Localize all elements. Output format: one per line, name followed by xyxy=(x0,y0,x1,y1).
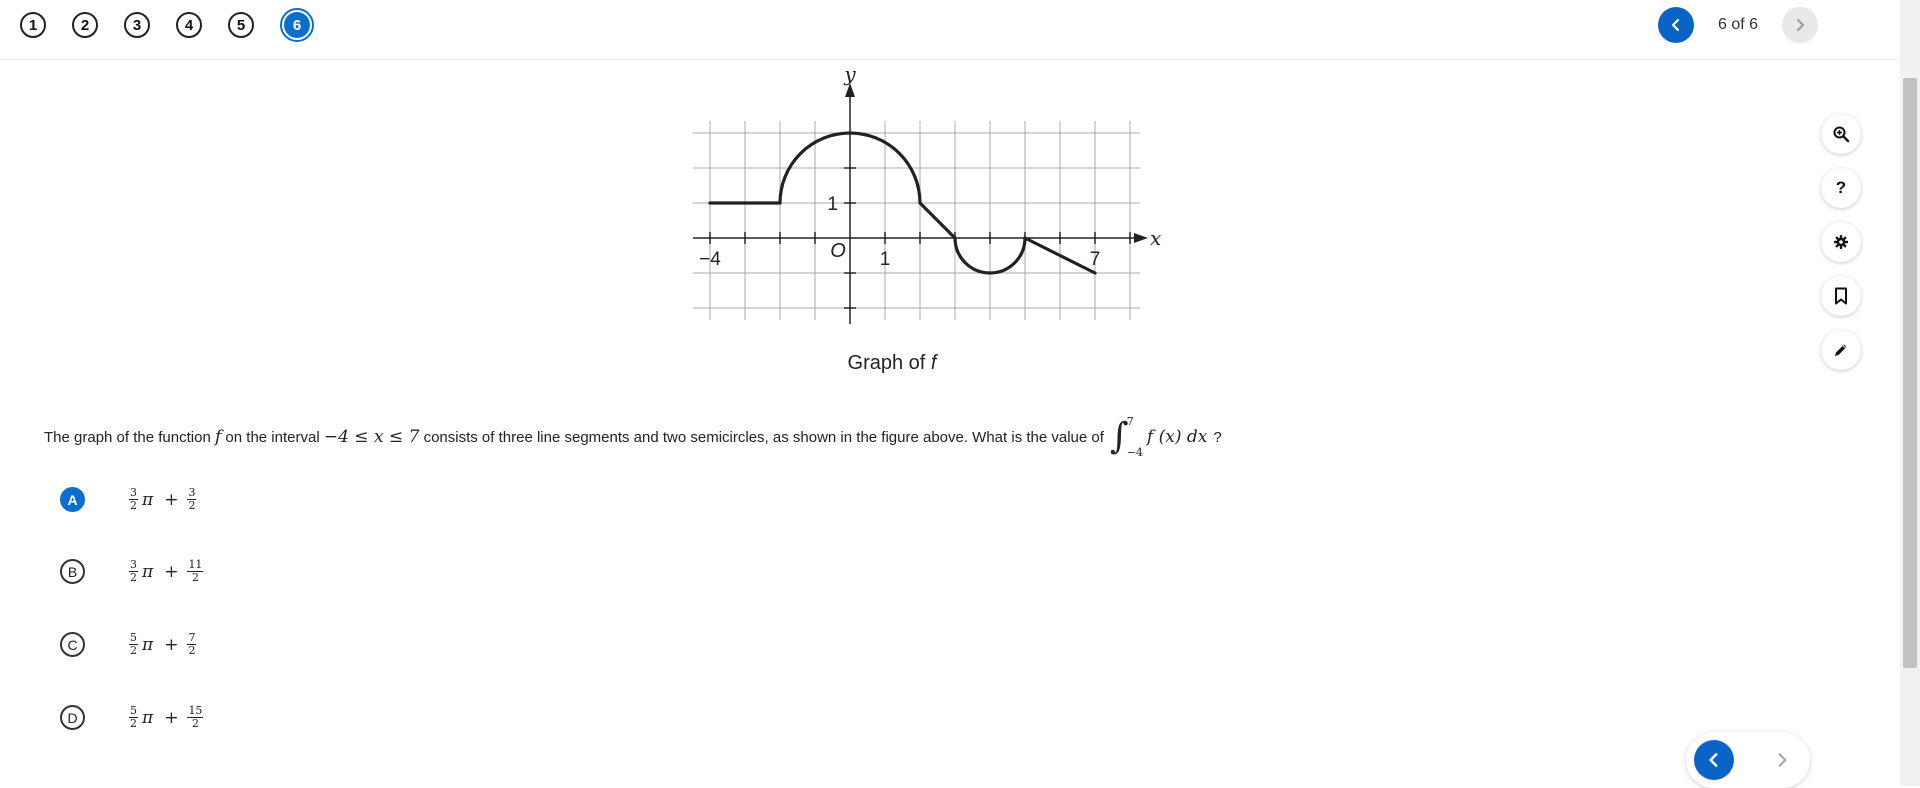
question-navigator xyxy=(20,12,340,42)
bottom-next-button[interactable] xyxy=(1762,740,1802,780)
fraction xyxy=(129,705,138,729)
x-axis-arrow xyxy=(1134,233,1148,243)
numerator: 15 xyxy=(188,704,203,718)
integral-upper-limit: 7 xyxy=(1126,415,1134,428)
x-tick-label-neg4: −4 xyxy=(699,249,721,270)
question-nav-label: 6 xyxy=(284,12,310,38)
top-navigation-bar xyxy=(0,0,1900,60)
interval-expression: −4 ≤ x ≤ 7 xyxy=(323,427,420,447)
question-nav-5[interactable] xyxy=(228,12,254,38)
fraction xyxy=(129,487,138,511)
plus-sign: + xyxy=(164,561,179,582)
zoom-in-icon xyxy=(1832,125,1850,143)
question-mark: ? xyxy=(1213,428,1222,446)
chevron-right-icon xyxy=(1792,17,1808,33)
question-nav-label: 5 xyxy=(236,16,246,34)
graph-caption-variable: f xyxy=(930,352,937,374)
choice-expression xyxy=(127,632,198,656)
question-text-part: consists of three line segments and two semicircles, as shown in the figure above. What is the value of xyxy=(423,428,1104,446)
annotate-button[interactable] xyxy=(1821,330,1861,370)
pencil-icon xyxy=(1833,342,1849,358)
plus-sign: + xyxy=(164,489,179,510)
question-text xyxy=(44,412,1544,462)
fraction xyxy=(129,632,138,656)
chevron-left-icon xyxy=(1705,751,1723,769)
question-nav-3[interactable] xyxy=(124,12,150,38)
question-text-part: on the interval xyxy=(225,428,320,446)
pi-symbol: π xyxy=(142,634,154,655)
fraction xyxy=(187,632,196,656)
graph-caption-text: Graph of xyxy=(847,352,931,374)
x-tick-label-7: 7 xyxy=(1089,249,1101,270)
numerator: 3 xyxy=(130,558,137,572)
numerator: 7 xyxy=(188,631,196,645)
settings-button[interactable] xyxy=(1821,222,1861,262)
bottom-navigation xyxy=(1686,732,1810,788)
x-axis-label: x xyxy=(1150,226,1162,250)
fraction xyxy=(129,559,138,583)
y-axis-label: y xyxy=(844,62,856,86)
denominator: 2 xyxy=(188,644,196,657)
choice-letter-a: A xyxy=(60,487,85,512)
denominator: 2 xyxy=(130,499,137,512)
pager xyxy=(1658,7,1818,43)
bookmark-icon xyxy=(1833,287,1849,305)
numerator: 3 xyxy=(188,486,196,500)
page-scrollbar[interactable] xyxy=(1900,0,1920,786)
pi-symbol: π xyxy=(142,707,154,728)
fraction xyxy=(187,705,203,729)
help-icon: ? xyxy=(1835,178,1847,197)
denominator: 2 xyxy=(130,571,137,584)
denominator: 2 xyxy=(130,717,137,730)
integral-expression xyxy=(1110,412,1207,462)
choice-letter-d: D xyxy=(60,705,85,730)
denominator: 2 xyxy=(188,499,196,512)
curve-line-segment xyxy=(920,203,955,238)
choice-expression xyxy=(127,705,205,729)
pi-symbol: π xyxy=(142,561,154,582)
question-nav-6-current[interactable] xyxy=(280,8,314,42)
tool-strip xyxy=(1821,114,1861,384)
integrand: f (x) dx xyxy=(1146,427,1208,447)
question-nav-label: 3 xyxy=(132,16,142,34)
x-tick-label-1: 1 xyxy=(879,249,891,270)
previous-question-button[interactable] xyxy=(1658,7,1694,43)
answer-choice-c[interactable] xyxy=(60,632,198,657)
answer-choice-d[interactable] xyxy=(60,705,205,730)
choice-letter-b: B xyxy=(60,559,85,584)
numerator: 11 xyxy=(188,558,203,572)
integral-lower-limit: −4 xyxy=(1126,446,1143,459)
function-variable: f xyxy=(214,427,222,447)
numerator: 5 xyxy=(130,631,137,645)
plus-sign: + xyxy=(164,634,179,655)
question-nav-1[interactable] xyxy=(20,12,46,38)
plus-sign: + xyxy=(164,707,179,728)
graph-caption xyxy=(780,352,1004,375)
integral-limits xyxy=(1127,415,1143,459)
question-nav-label: 1 xyxy=(28,16,38,34)
fraction xyxy=(187,559,203,583)
graph-grid xyxy=(693,121,1140,320)
choice-expression xyxy=(127,559,205,583)
help-button[interactable] xyxy=(1821,168,1861,208)
scrollbar-thumb[interactable] xyxy=(1903,78,1917,668)
numerator: 5 xyxy=(130,704,137,718)
answer-choice-a[interactable] xyxy=(60,487,198,512)
fraction xyxy=(187,487,196,511)
question-text-part: The graph of the function xyxy=(44,428,211,446)
denominator: 2 xyxy=(130,644,137,657)
question-nav-label: 2 xyxy=(80,16,90,34)
integral-sign: ∫ xyxy=(1109,416,1129,457)
zoom-button[interactable] xyxy=(1821,114,1861,154)
choice-expression xyxy=(127,487,198,511)
denominator: 2 xyxy=(191,717,199,730)
question-nav-label: 4 xyxy=(184,16,194,34)
bottom-previous-button[interactable] xyxy=(1694,740,1734,780)
choice-letter-c: C xyxy=(60,632,85,657)
bookmark-button[interactable] xyxy=(1821,276,1861,316)
numerator: 3 xyxy=(130,486,137,500)
page-indicator: 6 of 6 xyxy=(1717,16,1759,33)
function-graph xyxy=(680,58,1162,328)
chevron-left-icon xyxy=(1668,17,1684,33)
y-tick-label-1: 1 xyxy=(827,194,838,215)
pi-symbol: π xyxy=(142,489,154,510)
answer-choice-b[interactable] xyxy=(60,559,205,584)
next-question-button[interactable] xyxy=(1782,7,1818,43)
question-nav-2[interactable] xyxy=(72,12,98,38)
settings-icon xyxy=(1833,234,1849,250)
question-nav-4[interactable] xyxy=(176,12,202,38)
denominator: 2 xyxy=(191,571,199,584)
origin-label: O xyxy=(830,240,846,262)
chevron-right-icon xyxy=(1773,751,1791,769)
